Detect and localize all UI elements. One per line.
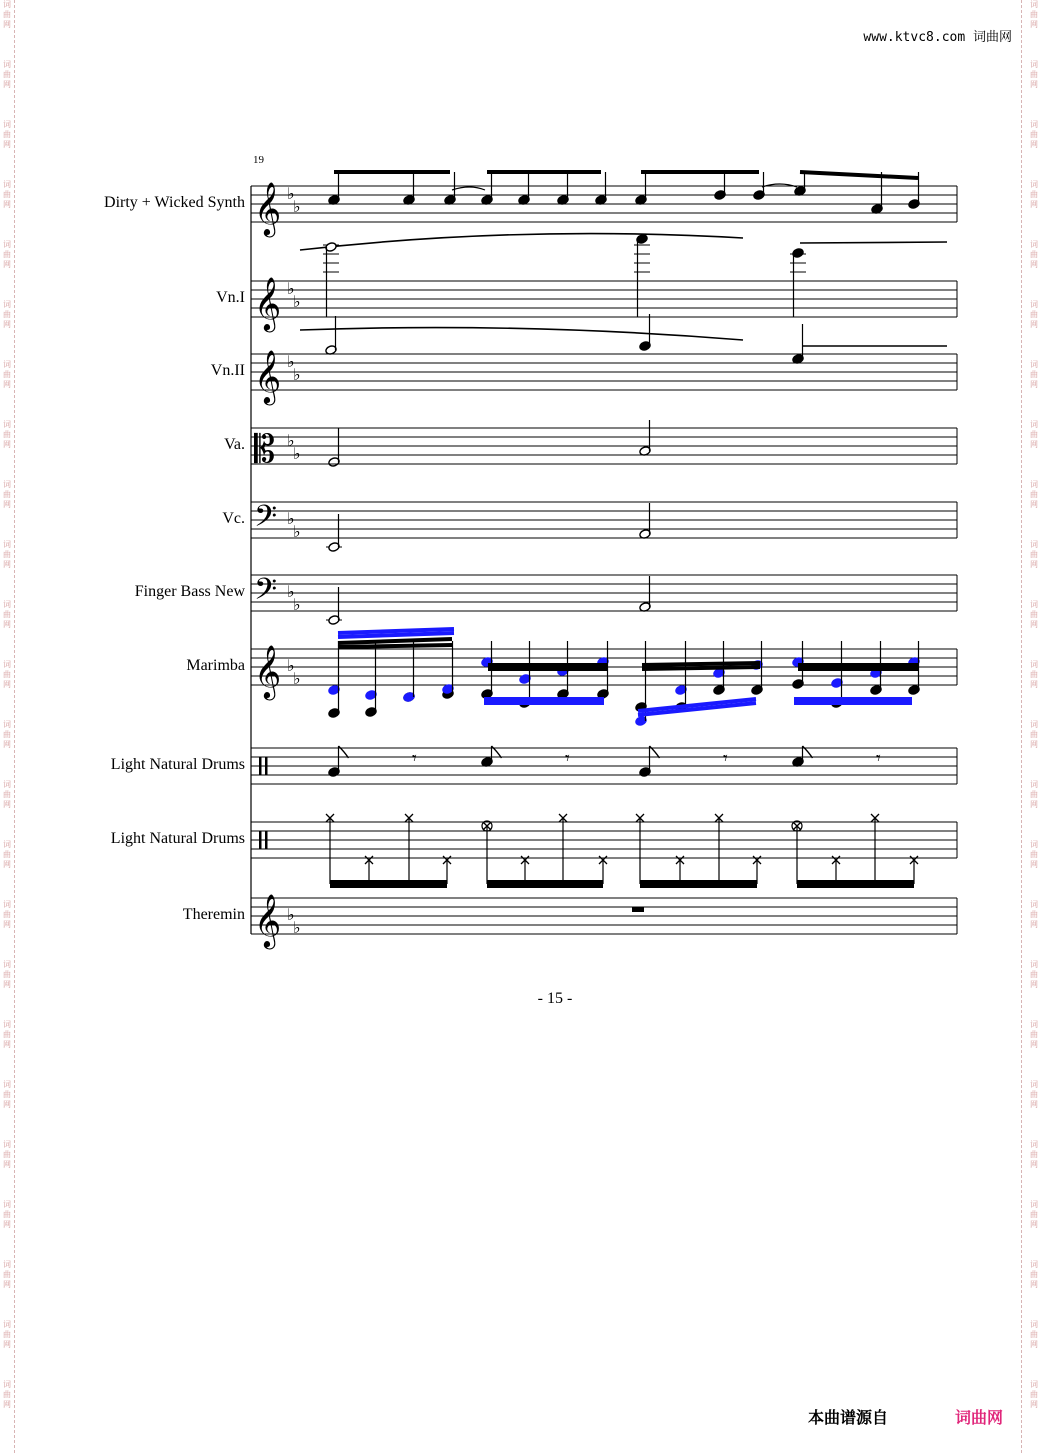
flat-icon: ♭: [287, 656, 295, 675]
clef-icon: 𝄢: [254, 573, 278, 614]
clef-icon: 𝄡: [254, 427, 276, 471]
eighth-rest-icon: 𝄾: [565, 748, 570, 769]
page-number: - 15 -: [537, 990, 573, 1007]
watermark-text: 词 曲 网: [3, 480, 11, 509]
note-beam: [800, 172, 918, 178]
instrument-label: Light Natural Drums: [110, 756, 245, 773]
watermark-text: 词 曲 网: [3, 1380, 11, 1409]
flat-icon: ♭: [287, 352, 295, 371]
clef-icon: 𝄞: [254, 181, 282, 235]
flat-icon: ♭: [293, 522, 301, 541]
flat-icon: ♭: [287, 582, 295, 601]
instrument-label: Finger Bass New: [134, 583, 245, 600]
watermark-text: 词 曲 网: [3, 0, 11, 29]
flat-icon: ♭: [293, 669, 301, 688]
whole-rest-icon: [632, 907, 644, 912]
watermark-text: 词 曲 网: [1030, 480, 1038, 509]
flat-icon: ♭: [287, 431, 295, 450]
watermark-text: 词 曲 网: [1030, 1200, 1038, 1229]
flat-icon: ♭: [293, 595, 301, 614]
watermark-text: 词 曲 网: [1030, 1380, 1038, 1409]
footer-source-label: 本曲谱源自: [808, 1408, 889, 1427]
instrument-label: Marimba: [186, 657, 245, 674]
watermark-text: 词 曲 网: [3, 900, 11, 929]
eighth-rest-icon: 𝄾: [876, 748, 881, 769]
tie: [452, 187, 485, 190]
flat-icon: ♭: [287, 905, 295, 924]
watermark-text: 词 曲 网: [3, 1260, 11, 1289]
watermark-text: 词 曲 网: [3, 960, 11, 989]
watermark-text: 词 曲 网: [1030, 1260, 1038, 1289]
instrument-label: Dirty + Wicked Synth: [104, 194, 245, 211]
clef-icon: 𝄞: [254, 276, 282, 330]
note-beam: [338, 639, 452, 643]
watermark-text: 词 曲 网: [1030, 1020, 1038, 1049]
slur: [800, 242, 947, 243]
watermark-text: 词 曲 网: [1030, 840, 1038, 869]
watermark-text: 词 曲 网: [3, 1200, 11, 1229]
watermark-text: 词 曲 网: [1030, 120, 1038, 149]
watermark-text: 词 曲 网: [1030, 540, 1038, 569]
watermark-text: 词 曲 网: [1030, 1080, 1038, 1109]
watermark-text: 词 曲 网: [1030, 60, 1038, 89]
tie: [762, 184, 797, 187]
slur: [300, 234, 743, 250]
watermark-text: 词 曲 网: [1030, 180, 1038, 209]
watermark-text: 词 曲 网: [1030, 900, 1038, 929]
watermark-text: 词 曲 网: [3, 720, 11, 749]
watermark-text: 词 曲 网: [1030, 780, 1038, 809]
site-url[interactable]: www.ktvc8.com 词曲网: [863, 30, 1012, 45]
instrument-label: Light Natural Drums: [110, 830, 245, 847]
watermark-text: 词 曲 网: [1030, 420, 1038, 449]
watermark-text: 词 曲 网: [1030, 0, 1038, 29]
note-beam: [642, 667, 760, 669]
watermark-text: 词 曲 网: [3, 540, 11, 569]
note-beam: [642, 663, 760, 665]
flat-icon: ♭: [293, 292, 301, 311]
watermark-text: 词 曲 网: [3, 780, 11, 809]
eighth-rest-icon: 𝄾: [412, 748, 417, 769]
flat-icon: ♭: [287, 509, 295, 528]
instrument-label: Vn.I: [216, 289, 245, 306]
watermark-text: 词 曲 网: [3, 660, 11, 689]
flat-icon: ♭: [293, 197, 301, 216]
note-beam: [338, 645, 452, 647]
instrument-label: Va.: [224, 436, 245, 453]
watermark-text: 词 曲 网: [3, 360, 11, 389]
watermark-text: 词 曲 网: [1030, 1140, 1038, 1169]
percussion-clef-icon: [265, 757, 268, 775]
watermark-text: 词 曲 网: [1030, 960, 1038, 989]
percussion-clef-icon: [259, 757, 262, 775]
flat-icon: ♭: [287, 279, 295, 298]
footer-brand[interactable]: 词曲网: [955, 1408, 1004, 1427]
slur: [300, 328, 743, 340]
watermark-text: 词 曲 网: [3, 60, 11, 89]
watermark-text: 词 曲 网: [1030, 720, 1038, 749]
watermark-text: 词 曲 网: [3, 1320, 11, 1349]
measure-number: 19: [253, 154, 264, 166]
eighth-rest-icon: 𝄾: [723, 748, 728, 769]
clef-icon: 𝄞: [254, 893, 282, 947]
instrument-label: Vn.II: [210, 362, 245, 379]
flat-icon: ♭: [293, 444, 301, 463]
watermark-text: 词 曲 网: [1030, 1320, 1038, 1349]
flat-icon: ♭: [293, 918, 301, 937]
watermark-text: 词 曲 网: [3, 300, 11, 329]
watermark-text: 词 曲 网: [1030, 360, 1038, 389]
percussion-clef-icon: [259, 831, 262, 849]
flat-icon: ♭: [293, 365, 301, 384]
percussion-clef-icon: [265, 831, 268, 849]
watermark-text: 词 曲 网: [1030, 240, 1038, 269]
watermark-text: 词 曲 网: [3, 1080, 11, 1109]
watermark-text: 词 曲 网: [3, 240, 11, 269]
watermark-text: 词 曲 网: [1030, 300, 1038, 329]
clef-icon: 𝄞: [254, 644, 282, 698]
watermark-text: 词 曲 网: [1030, 660, 1038, 689]
clef-icon: 𝄞: [254, 349, 282, 403]
watermark-text: 词 曲 网: [3, 600, 11, 629]
watermark-text: 词 曲 网: [1030, 600, 1038, 629]
watermark-text: 词 曲 网: [3, 1020, 11, 1049]
instrument-label: Theremin: [182, 906, 245, 923]
watermark-text: 词 曲 网: [3, 180, 11, 209]
flat-icon: ♭: [287, 184, 295, 203]
clef-icon: 𝄢: [254, 500, 278, 541]
watermark-text: 词 曲 网: [3, 1140, 11, 1169]
watermark-text: 词 曲 网: [3, 840, 11, 869]
watermark-text: 词 曲 网: [3, 420, 11, 449]
watermark-text: 词 曲 网: [3, 120, 11, 149]
instrument-label: Vc.: [222, 510, 245, 527]
